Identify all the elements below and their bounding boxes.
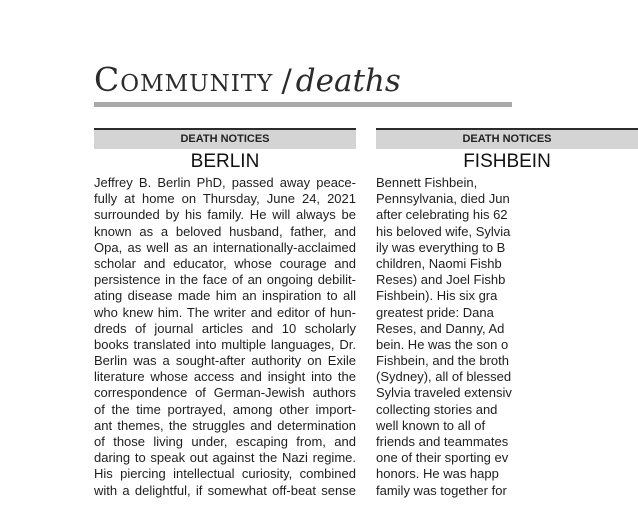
notice-text-line: Reses) and Joel Fishb: [376, 272, 506, 288]
notice-text-line: of the time portrayed, among other import-: [94, 401, 356, 417]
death-notices-banner: DEATH NOTICES: [94, 128, 356, 149]
section-title: Community: [94, 60, 274, 99]
notice-text-line: well known to all of: [376, 417, 486, 433]
notice-text-line: Sylvia traveled extensiv: [376, 385, 512, 401]
notice-text-line: ating disease made him an inspiration to all: [94, 288, 356, 304]
notice-text-line: Reses, and Danny, Ad: [376, 320, 505, 336]
notice-text-line: Pennsylvania, died Jun: [376, 191, 510, 207]
notice-text-line: greatest pride: Dana: [376, 304, 494, 320]
notice-text-line: scholar and educator, whose courage and: [94, 255, 356, 271]
notice-text-line: family was together for: [376, 482, 507, 498]
notice-text-line: (Sydney), all of blessed: [376, 369, 512, 385]
notice-name-fishbein: FISHBEIN: [463, 151, 551, 172]
notice-text-line: Bennett Fishbein,: [376, 175, 478, 190]
notice-text-line: known as a beloved husband, father, and: [94, 223, 356, 239]
notice-text-line: honors. He was happ: [376, 466, 499, 482]
notice-text-line: correspondence of German-Jewish authors: [94, 385, 356, 401]
notice-text-line: persistence in the face of an ongoing debilit-: [94, 272, 356, 288]
death-notices-banner-2: DEATH NOTICES: [376, 128, 638, 149]
notice-text-line: fully at home on Thursday, June 24, 2021: [94, 191, 356, 207]
notice-text-line: Jeffrey B. Berlin PhD, passed away peace-: [94, 175, 356, 190]
notice-text-line: Fishbein). His six gra: [376, 288, 498, 304]
notice-name-berlin: BERLIN: [190, 151, 260, 172]
notice-text-line: who knew him. The writer and editor of hun-: [94, 304, 356, 320]
section-subtitle: deaths: [295, 63, 401, 99]
section-header: [94, 60, 401, 99]
notice-text-line: dreds of journal articles and 10 scholarly: [94, 320, 356, 336]
notice-text-line: books translated into multiple languages, Dr.: [94, 336, 356, 352]
notice-text-line: ant themes, the struggles and determination: [94, 417, 356, 433]
notice-text-line: Fishbein, and the broth: [376, 353, 509, 369]
notice-text-line: one of their sporting ev: [376, 450, 509, 466]
section-separator: /: [281, 63, 292, 99]
notice-text-line: literature whose access and insight into the: [94, 369, 356, 385]
column-2-clip: [376, 120, 552, 512]
notice-body-berlin: [94, 175, 356, 499]
notice-text-line: Opa, as well as an internationally-acclaimed: [94, 239, 356, 255]
notice-text-line: bein. He was the son o: [376, 336, 509, 352]
notice-body-fishbein: [376, 175, 638, 499]
notice-text-line: collecting stories and: [376, 401, 498, 417]
notice-text-line: His piercing intellectual curiosity, combined: [94, 466, 356, 482]
notice-text-line: daring to speak out against the Nazi regime.: [94, 450, 356, 466]
notice-text-line: with a delightful, if somewhat off-beat sense: [94, 482, 356, 498]
notice-text-line: Berlin was a sought-after authority on Exile: [94, 353, 356, 369]
notice-text-line: of those living under, escaping from, and: [94, 434, 356, 449]
notice-text-line: children, Naomi Fishb: [376, 255, 502, 271]
notice-text-line: his beloved wife, Sylvia: [376, 223, 511, 239]
notice-text-line: after celebrating his 62: [376, 207, 508, 223]
notice-text-line: surrounded by his family. He will always be: [94, 207, 356, 223]
header-rule: [94, 102, 512, 107]
notice-text-line: ily was everything to B: [376, 239, 506, 255]
notice-text-line: friends and teammates: [376, 434, 509, 449]
